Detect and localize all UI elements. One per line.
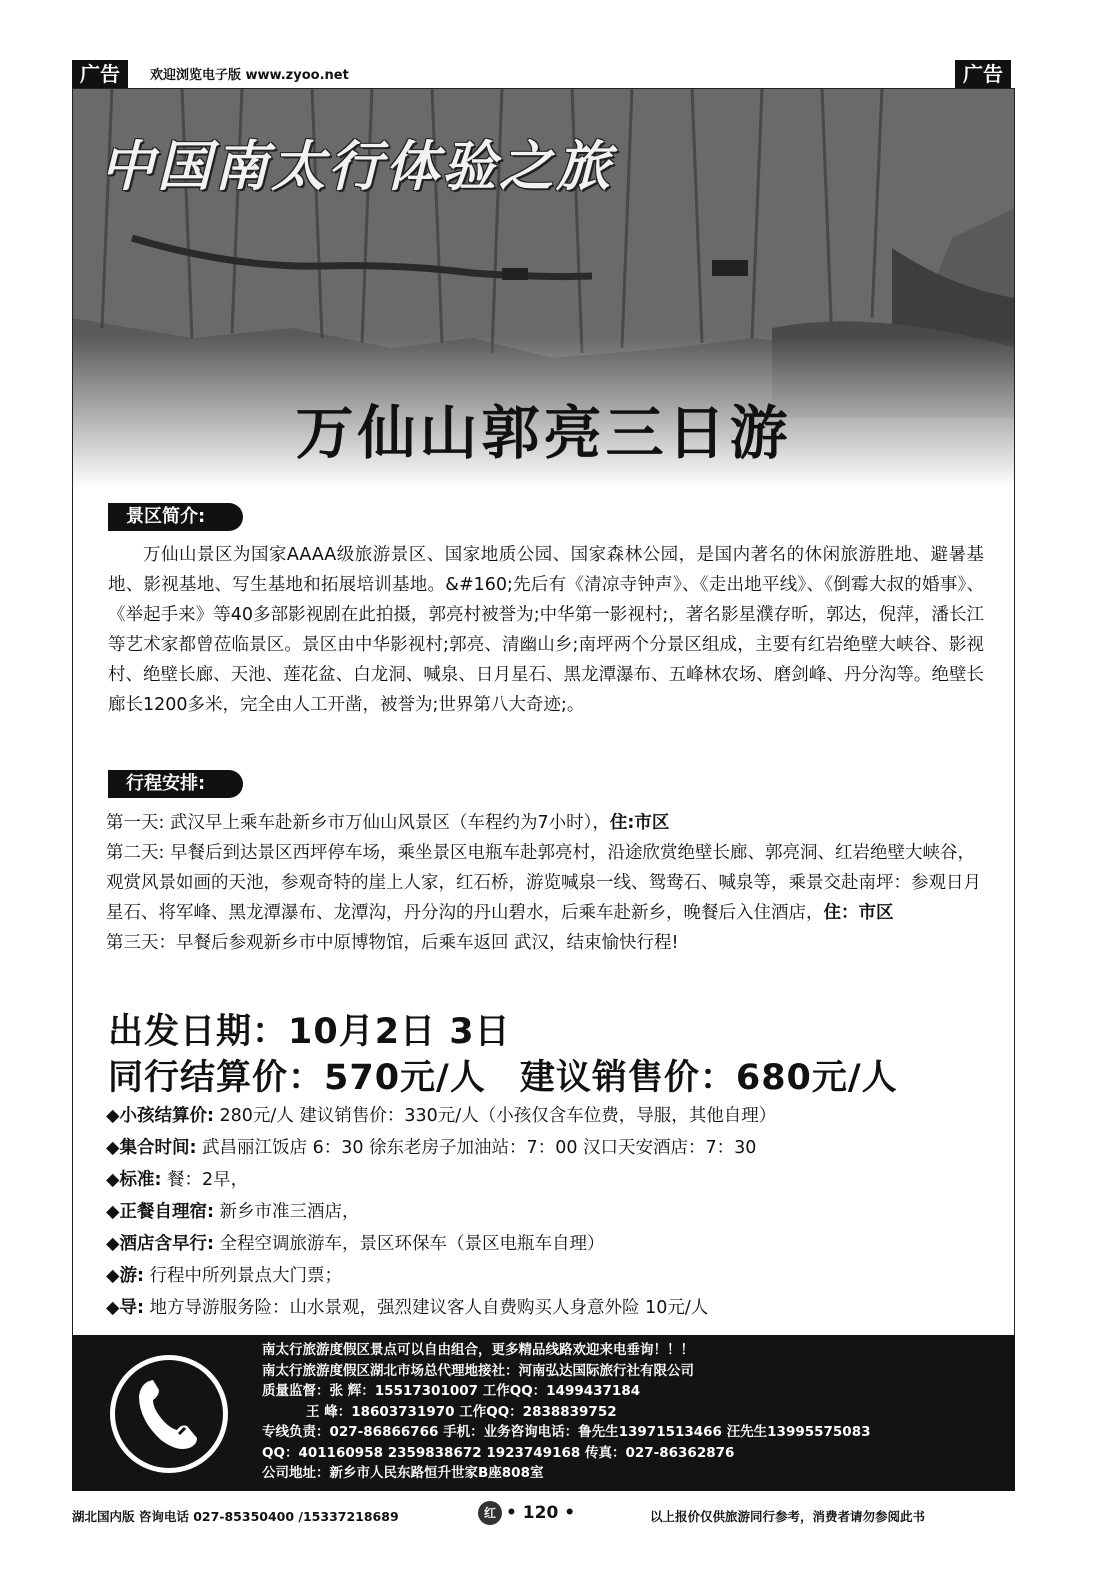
list-item xyxy=(106,1196,996,1228)
list-item-label: ◆正餐自理宿: xyxy=(106,1202,214,1222)
list-item-text: 全程空调旅游车，景区环保车（景区电瓶车自理） xyxy=(213,1234,605,1254)
list-item xyxy=(106,1292,996,1324)
list-item-text: 餐：2早， xyxy=(161,1170,249,1190)
contact-line: QQ：401160958 2359838672 1923749168 传真：027-86362876 xyxy=(262,1444,735,1461)
intro-text: 万仙山景区为国家AAAA级旅游景区、国家地质公园、国家森林公园，是国内著名的休闲旅游胜地、避暑基地、影视基地、写生基地和拓展培训基地。&#160;先后有《清凉寺钟声》、《走出地平线》、《倒霉大叔的婚事》、《举起手来》等40多部影视剧在此拍摄，郭亮村被誉为;中华第一影视村;，著名影星濮存昕，郭达，倪萍，潘长江等艺术家都曾莅临景区。景区由中华影视村;郭亮、清幽山乡;南坪两个分景区组成，主要有红岩绝壁大峡谷、影视村、绝壁长廊、天池、莲花盆、白龙洞、喊泉、日月星石、黑龙潭瀑布、五峰林农场、磨剑峰、丹分沟等。绝壁长廊长1200多米，完全由人工开凿，被誉为;世界第八大奇迹;。 xyxy=(108,545,984,715)
page-number-text: • 120 • xyxy=(506,1503,576,1523)
ad-label-left: 广告 xyxy=(72,60,128,88)
itinerary-day-2 xyxy=(106,838,986,928)
contact-box xyxy=(72,1335,1015,1491)
list-item-label: ◆集合时间: xyxy=(106,1138,197,1158)
tour-title: 万仙山郭亮三日游 xyxy=(295,399,792,467)
day-1-stay: 住:市区 xyxy=(609,813,670,833)
page-number xyxy=(478,1501,575,1525)
section-label-itinerary: 行程安排: xyxy=(108,770,243,798)
list-item xyxy=(106,1100,996,1132)
itinerary-block xyxy=(106,808,986,958)
day-1-text: 第一天: 武汉早上乘车赴新乡市万仙山风景区（车程约为7小时）， xyxy=(106,813,610,833)
contact-line: 公司地址：新乡市人民东路恒升世家B座808室 xyxy=(262,1465,544,1481)
itinerary-day-1 xyxy=(106,808,986,838)
footer-edition: 湖北国内版 咨询电话 027-85350400 /15337218689 xyxy=(72,1509,399,1524)
list-item-text: 武昌丽江饭店 6：30 徐东老房子加油站：7：00 汉口天安酒店：7：30 xyxy=(196,1138,757,1158)
contact-line: 专线负责：027-86866766 手机：业务咨询电话：鲁先生13971513466 汪先生13995575083 xyxy=(262,1424,871,1440)
section-label-intro: 景区简介: xyxy=(108,503,243,531)
hero-title: 中国南太行体验之旅 xyxy=(100,134,613,198)
day-2-text: 第二天: 早餐后到达景区西坪停车场，乘坐景区电瓶车赴郭亮村，沿途欣赏绝壁长廊、郭亮洞、红岩绝壁大峡谷，观赏风景如画的天池，参观奇特的崖上人家，红石桥，游览喊泉一线、鸳鸯石、喊泉等，乘景交赴南坪：参观日月星石、将军峰、黑龙潭瀑布、龙潭沟，丹分沟的丹山碧水，后乘车赴新乡，晚餐后入住酒店， xyxy=(106,843,981,923)
site-url-text: 欢迎浏览电子版 www.zyoo.net xyxy=(150,68,349,83)
list-item-text: 地方导游服务险：山水景观，强烈建议客人自费购买人身意外险 10元/人 xyxy=(143,1298,709,1318)
suggested-price: 建议销售价：680元/人 xyxy=(519,1058,898,1098)
departure-date: 出发日期：10月2日 3日 xyxy=(108,1012,511,1052)
contact-line: 南太行旅游度假区湖北市场总代理地接社：河南弘达国际旅行社有限公司 xyxy=(262,1362,694,1379)
contact-line: 南太行旅游度假区景点可以自由组合，更多精品线路欢迎来电垂询！！！ xyxy=(262,1342,694,1358)
list-item-text: 新乡市准三酒店， xyxy=(213,1202,360,1222)
contact-line: 质量监督：张 辉：15517301007 工作QQ：1499437184 xyxy=(262,1383,641,1399)
peer-price: 同行结算价：570元/人 xyxy=(108,1058,486,1098)
itinerary-day-3: 第三天：早餐后参观新乡市中原博物馆，后乘车返回 武汉，结束愉快行程! xyxy=(106,933,679,953)
list-item xyxy=(106,1260,996,1292)
day-2-stay: 住：市区 xyxy=(823,903,894,923)
list-item xyxy=(106,1228,996,1260)
list-item-text: 280元/人 建议销售价：330元/人（小孩仅含车位费，导服，其他自理） xyxy=(213,1106,777,1126)
list-item-label: ◆小孩结算价: xyxy=(106,1106,214,1126)
list-item xyxy=(106,1164,996,1196)
details-list xyxy=(106,1100,996,1324)
page-badge: 红 xyxy=(478,1501,502,1525)
list-item xyxy=(106,1132,996,1164)
contact-line: 王 峰：18603731970 工作QQ：2838839752 xyxy=(306,1403,617,1420)
phone-icon xyxy=(110,1355,228,1473)
footer-disclaimer: 以上报价仅供旅游同行参考，消费者请勿参阅此书 xyxy=(650,1509,926,1524)
price-line xyxy=(108,1050,898,1100)
list-item-label: ◆游: xyxy=(106,1266,144,1286)
list-item-label: ◆酒店含早行: xyxy=(106,1234,214,1254)
list-item-text: 行程中所列景点大门票； xyxy=(143,1266,343,1286)
list-item-label: ◆标准: xyxy=(106,1170,162,1190)
contact-info xyxy=(262,1340,1002,1484)
list-item-label: ◆导: xyxy=(106,1298,144,1318)
ad-label-right: 广告 xyxy=(955,60,1011,88)
